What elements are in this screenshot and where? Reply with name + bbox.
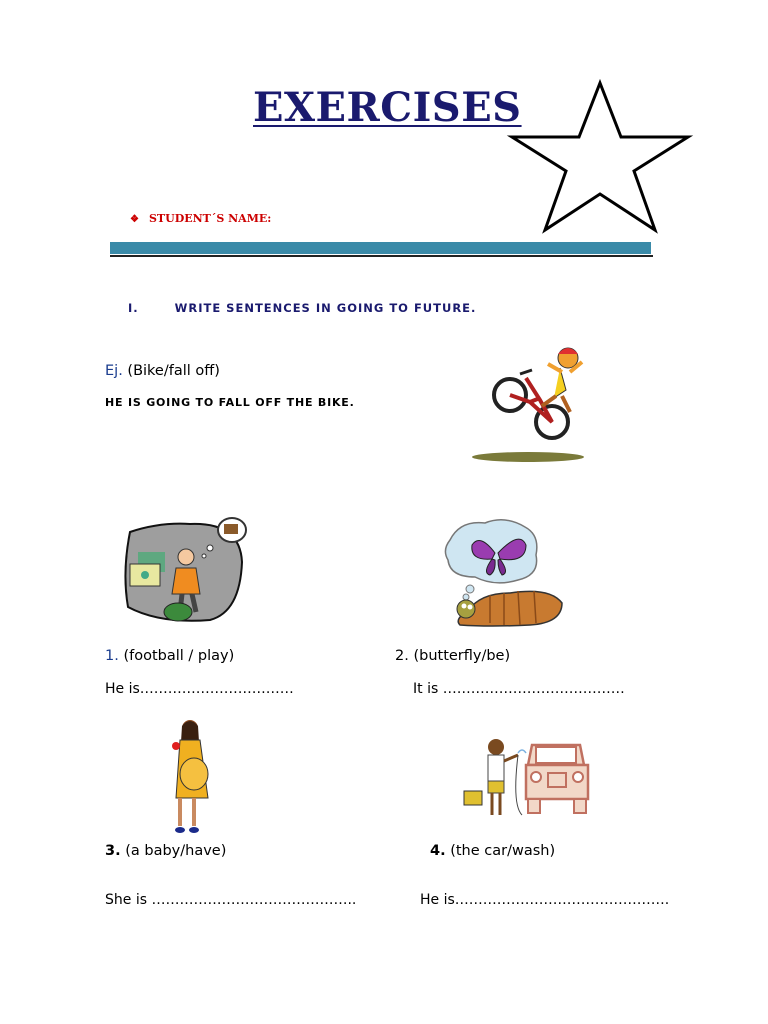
star-icon [510, 80, 690, 235]
divider-bar [110, 242, 651, 254]
boy-thinking-football-icon [120, 512, 245, 627]
item-3-answer-blank[interactable]: She is …………………………………….. [105, 892, 357, 908]
item-2-prompt: 2. (butterfly/be) [395, 648, 511, 664]
page-title: EXERCISES [253, 84, 522, 131]
item-4-prompt: 4. (the car/wash) [430, 843, 556, 859]
item-2-answer-blank[interactable]: It is ………………………………… [413, 681, 625, 697]
example-answer: HE IS GOING TO FALL OFF THE BIKE. [105, 396, 355, 409]
item-4-answer-blank[interactable]: He is………………………………………. [420, 892, 670, 908]
boy-falling-off-bike-icon [470, 340, 590, 465]
item-1-answer-blank[interactable]: He is…………………………… [105, 681, 294, 697]
section-heading: I. WRITE SENTENCES IN GOING TO FUTURE. [128, 301, 477, 315]
item-1-prompt: 1. (football / play) [105, 648, 235, 664]
divider-line [110, 255, 653, 257]
example-prompt: Ej. (Bike/fall off) [105, 363, 220, 379]
diamond-bullet-icon: ❖ [130, 214, 139, 225]
pregnant-woman-icon [168, 718, 218, 838]
student-name-label: ❖ STUDENT´S NAME: [130, 212, 272, 225]
man-washing-car-icon [462, 735, 590, 825]
caterpillar-dreaming-butterfly-icon [440, 515, 565, 630]
item-3-prompt: 3. (a baby/have) [105, 843, 227, 859]
